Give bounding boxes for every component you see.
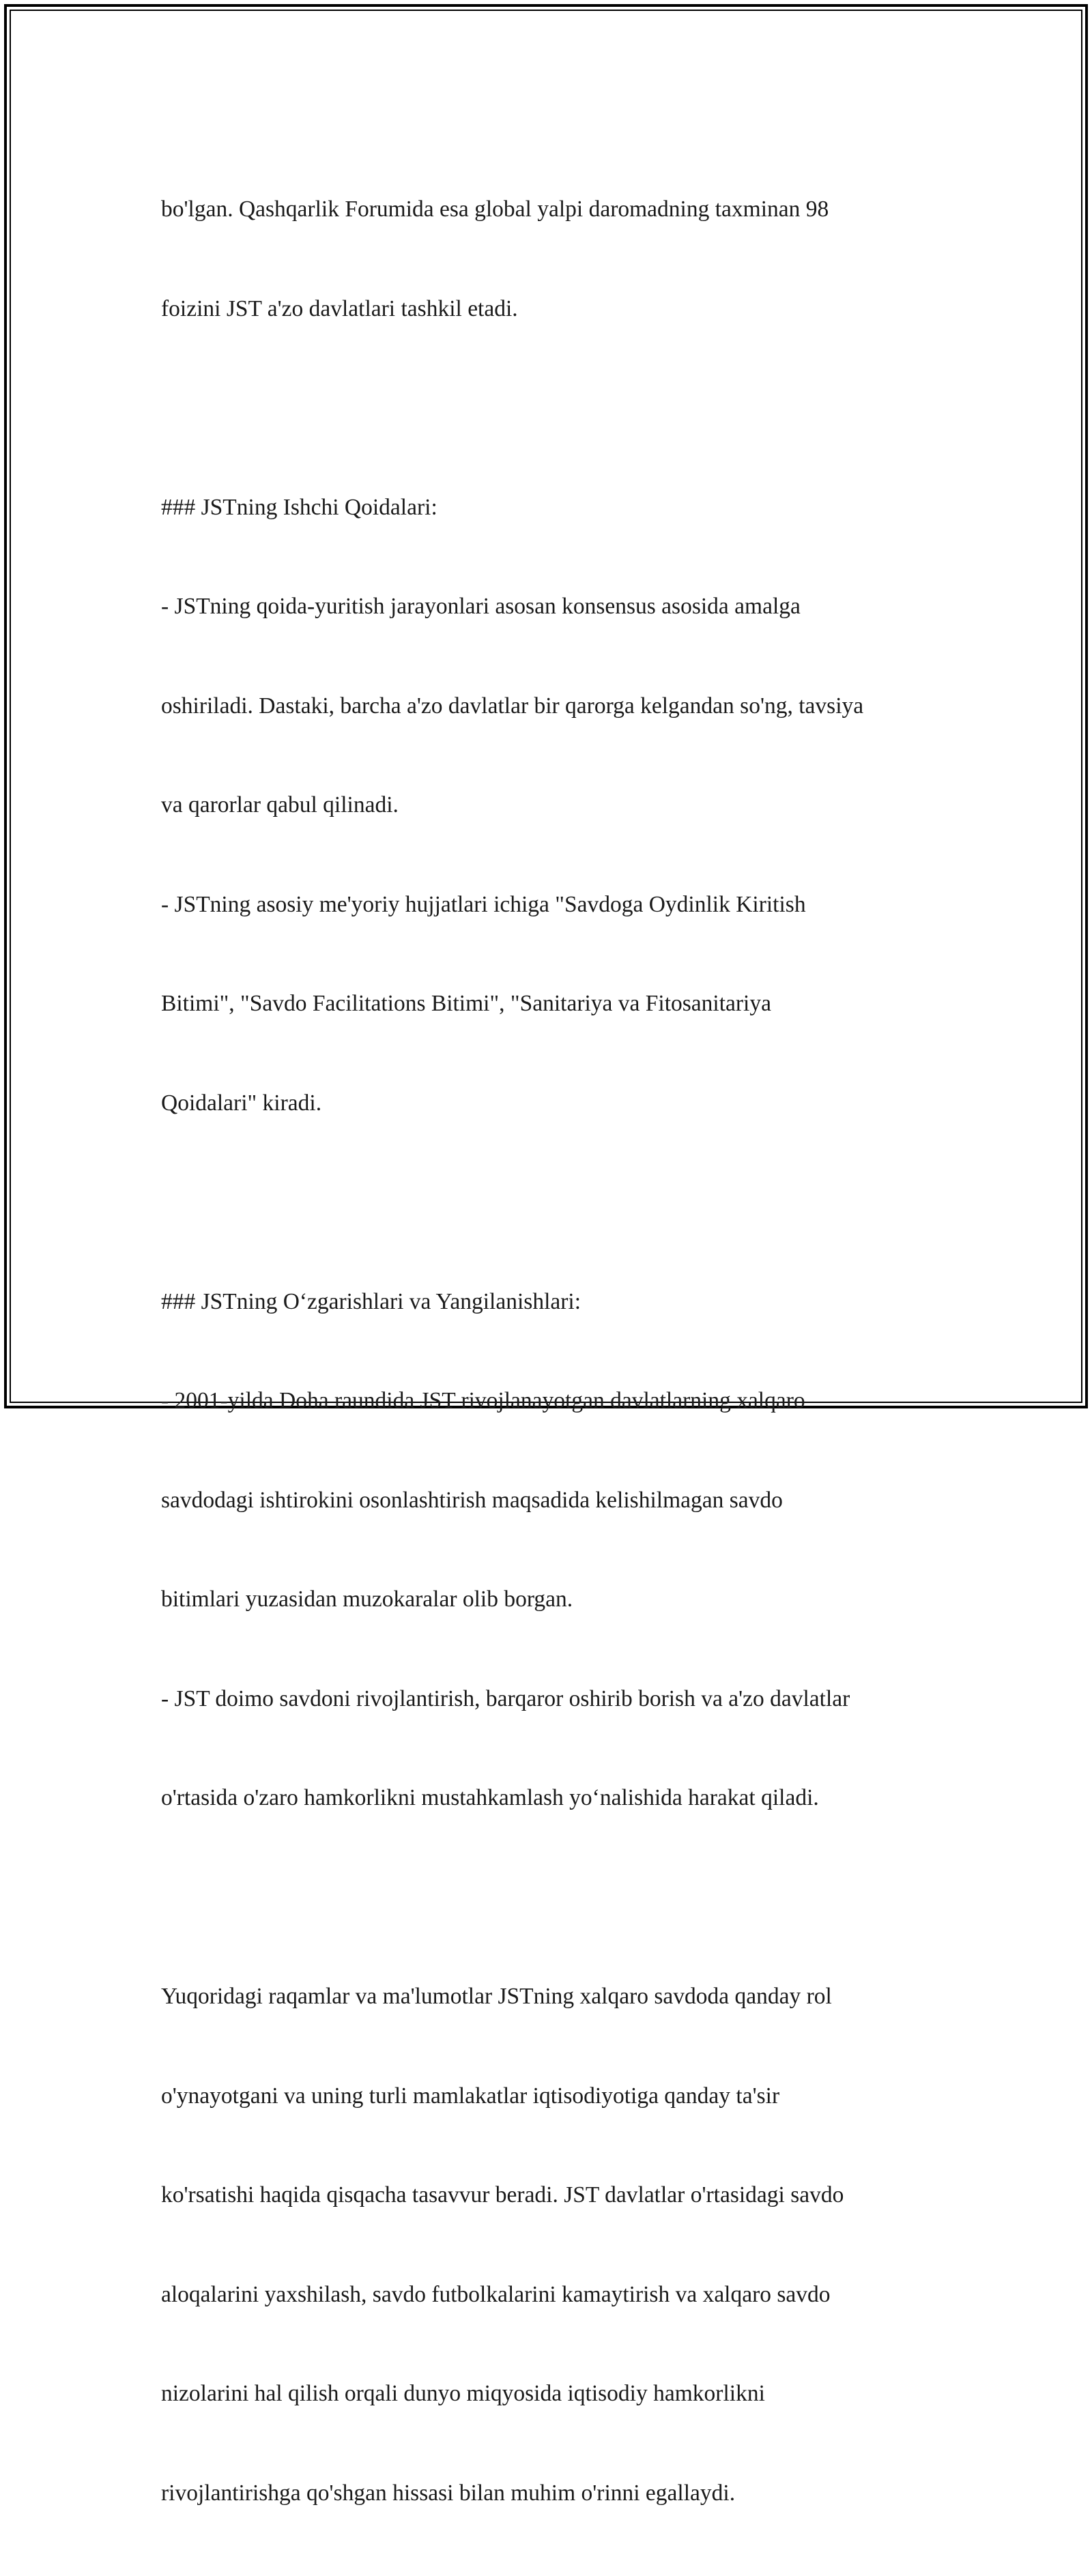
- text-line: ko'rsatishi haqida qisqacha tasavvur beradi. JST davlatlar o'rtasidagi savdo: [161, 2182, 844, 2208]
- text-line: aloqalarini yaxshilash, savdo futbolkalarini kamaytirish va xalqaro savdo: [161, 2281, 831, 2307]
- section-heading: ### JSTning O‘zgarishlari va Yangilanishlari:: [161, 1288, 581, 1314]
- text-line: bo'lgan. Qashqarlik Forumida esa global yalpi daromadning taxminan 98: [161, 197, 829, 222]
- text-line: Yuqoridagi raqamlar va ma'lumotlar JSTning xalqaro savdoda qanday rol: [161, 1984, 832, 2009]
- paragraph-continuation: [161, 127, 939, 392]
- list-item-line: - 2001-yilda Doha raundida JST rivojlanayotgan davlatlarning xalqaro: [161, 1388, 805, 1413]
- list-item-line: bitimlari yuzasidan muzokaralar olib borgan.: [161, 1587, 573, 1612]
- list-item-line: savdodagi ishtirokini osonlashtirish maqsadida kelishilmagan savdo: [161, 1487, 783, 1513]
- section-heading: ### JSTning Ishchi Qoidalari:: [161, 494, 437, 520]
- list-item-line: Bitimi", "Savdo Facilitations Bitimi", "Sanitariya va Fitosanitariya: [161, 991, 771, 1016]
- list-item-line: - JSTning qoida-yuritish jarayonlari asosan konsensus asosida amalga: [161, 594, 801, 619]
- text-line: foizini JST a'zo davlatlari tashkil etadi.: [161, 295, 518, 321]
- text-line: o'ynayotgani va uning turli mamlakatlar iqtisodiyotiga qanday ta'sir: [161, 2083, 780, 2109]
- list-item-line: - JSTning asosiy me'yoriy hujjatlari ichiga "Savdoga Oydinlik Kiritish: [161, 891, 806, 917]
- section-ishchi-qoidalari: [161, 425, 939, 1187]
- section-ozgarishlari: [161, 1219, 939, 1881]
- list-item-line: oshiriladi. Dastaki, barcha a'zo davlatlar bir qarorga kelgandan so'ng, tavsiya: [161, 693, 864, 719]
- list-item-line: o'rtasida o'zaro hamkorlikni mustahkamlash yo‘nalishida harakat qiladi.: [161, 1785, 819, 1810]
- list-item-line: - JST doimo savdoni rivojlantirish, barqaror oshirib borish va a'zo davlatlar: [161, 1685, 850, 1711]
- list-item-line: Qoidalari" kiradi.: [161, 1090, 322, 1116]
- paragraph-conclusion: [161, 1914, 939, 2576]
- text-line: rivojlantirishga qo'shgan hissasi bilan muhim o'rinni egallaydi.: [161, 2480, 736, 2506]
- text-line: nizolarini hal qilish orqali dunyo miqyosida iqtisodiy hamkorlikni: [161, 2381, 765, 2406]
- list-item-line: va qarorlar qabul qilinadi.: [161, 792, 399, 817]
- document-body: [161, 127, 939, 2576]
